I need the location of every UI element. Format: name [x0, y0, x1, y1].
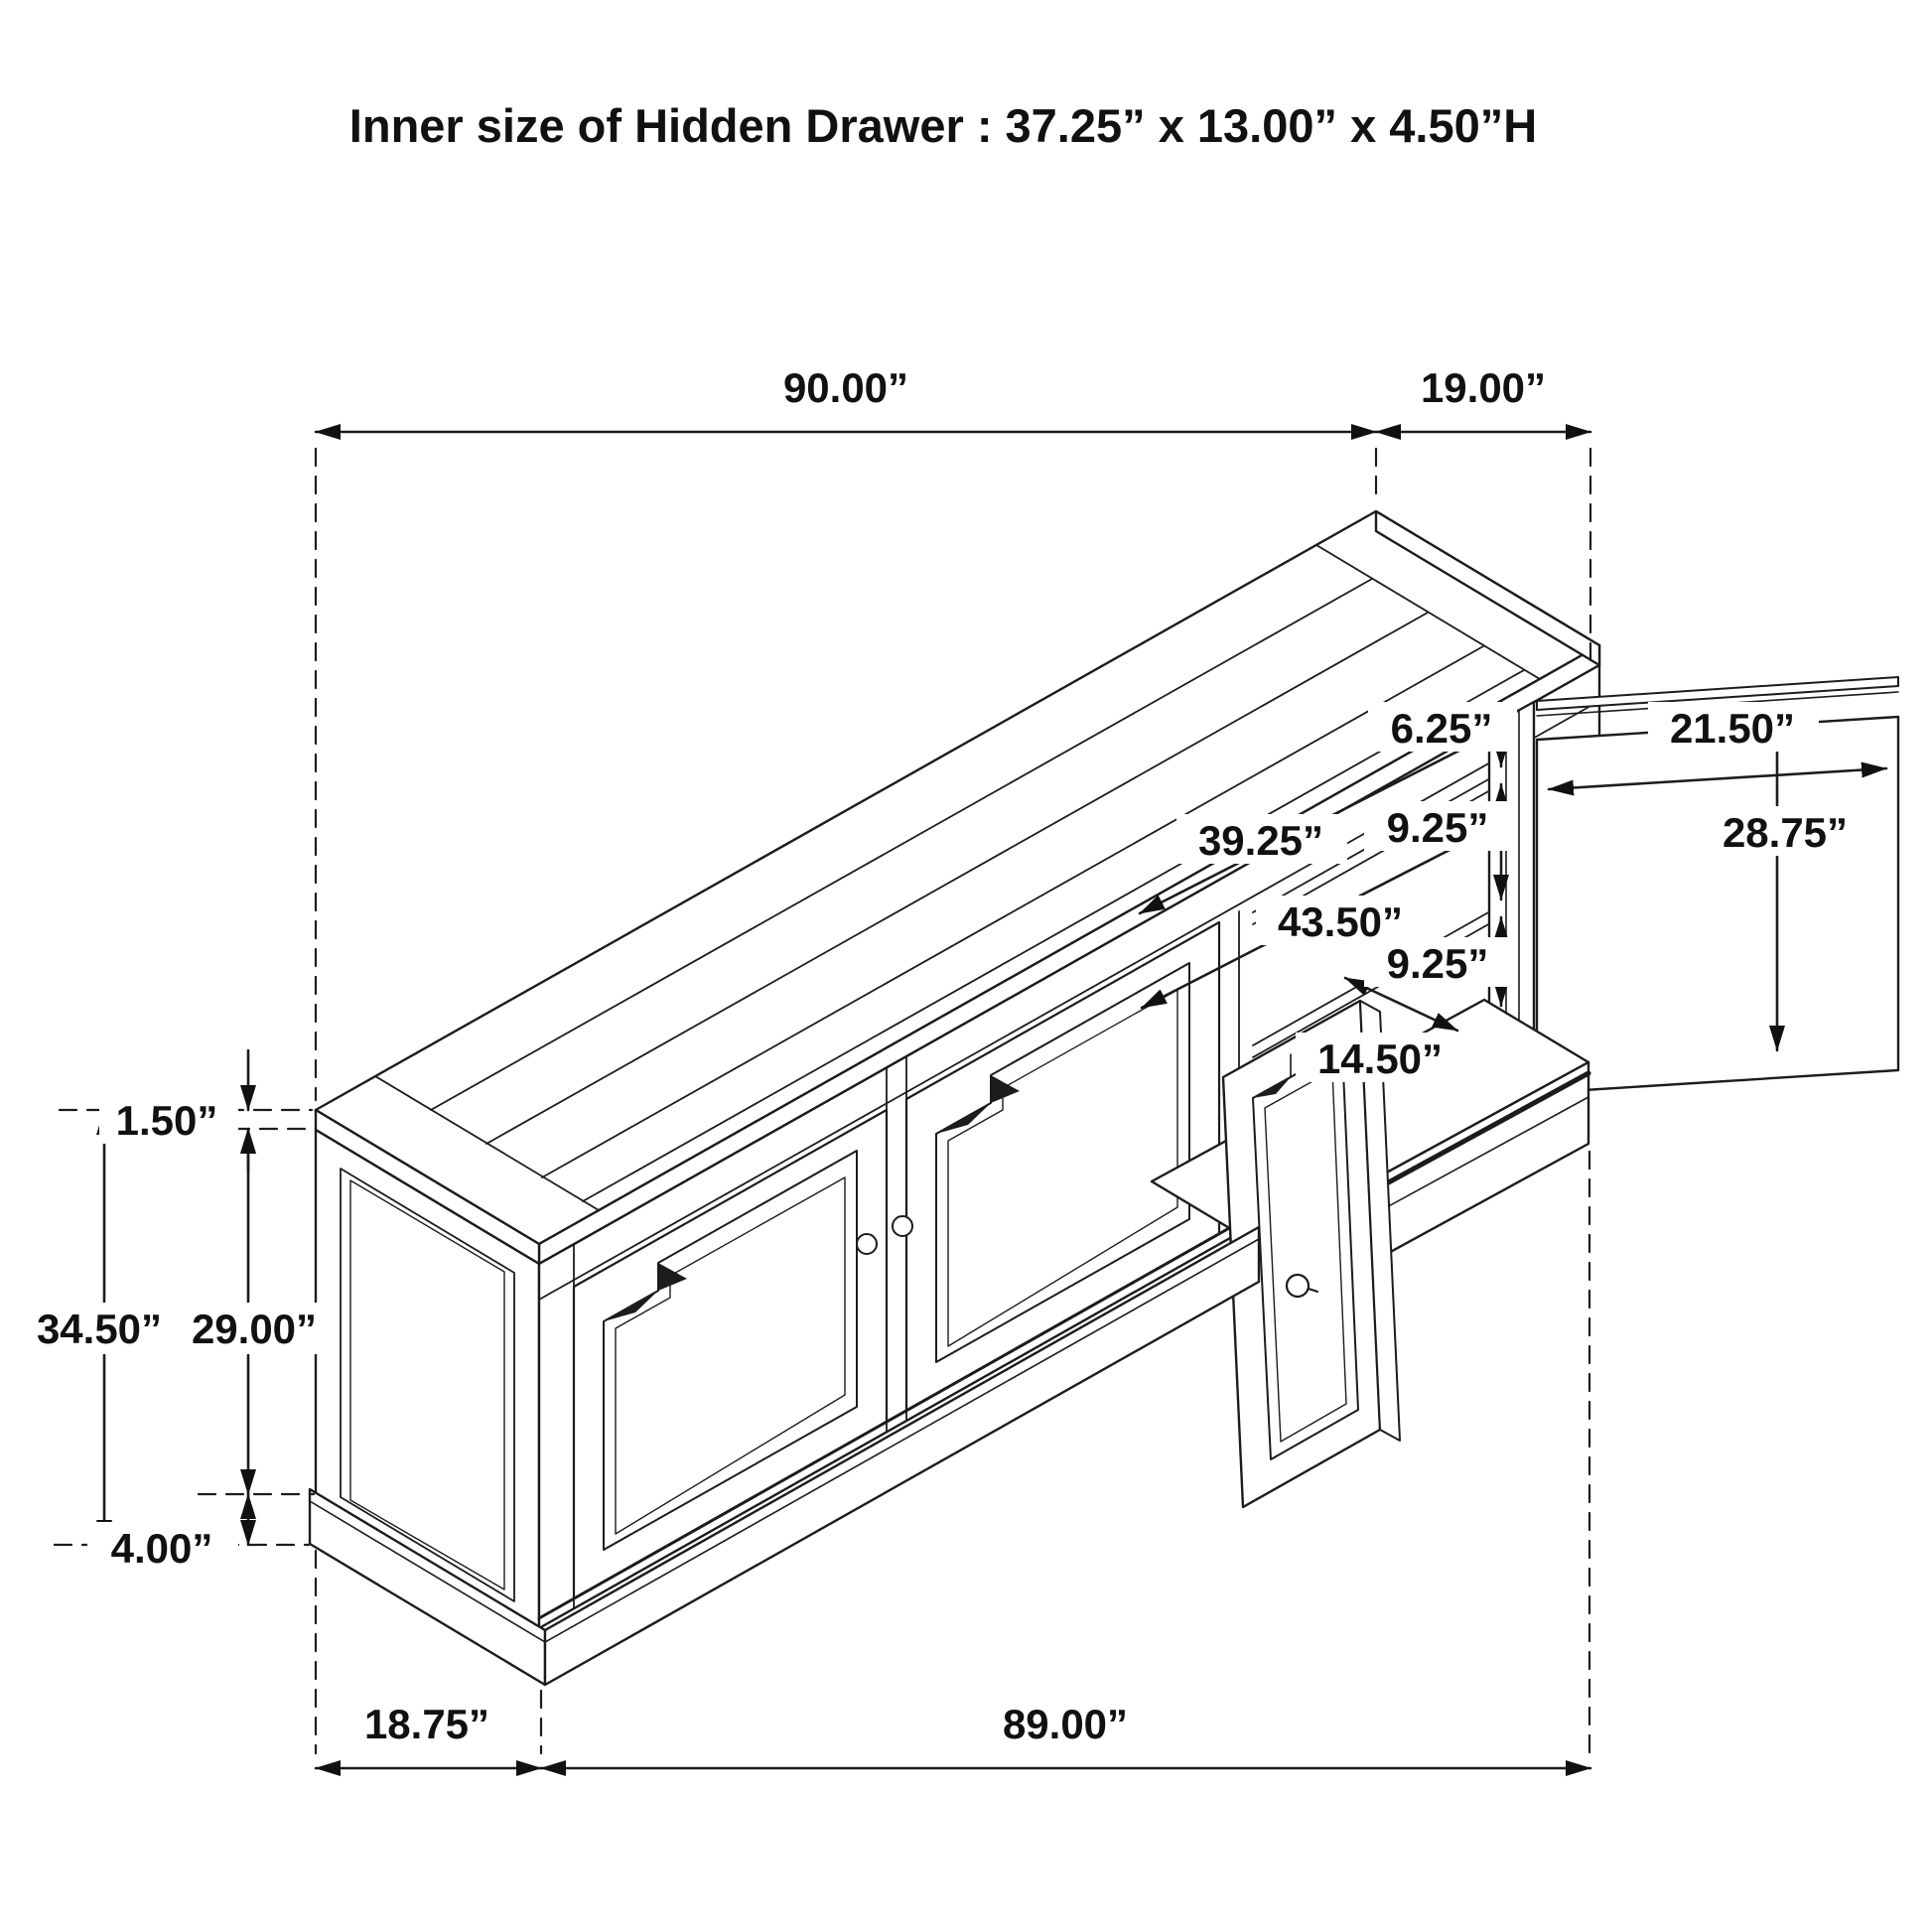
label-side-top-depth: 19.00” — [1420, 364, 1547, 411]
label-open-door-width: 21.50” — [1669, 705, 1796, 752]
label-overall-height: 34.50” — [36, 1306, 163, 1352]
label-front-width-bottom: 89.00” — [1002, 1701, 1129, 1747]
label-shelf-space-middle: 9.25” — [1386, 804, 1489, 851]
label-cabinet-body-height: 29.00” — [191, 1306, 318, 1352]
label-base-height: 4.00” — [110, 1525, 213, 1572]
label-overall-width-top: 90.00” — [782, 364, 909, 411]
label-shelf-space-bottom: 9.25” — [1386, 940, 1489, 987]
label-open-door-height: 28.75” — [1722, 809, 1849, 856]
label-shelf-space-top: 6.25” — [1390, 705, 1493, 752]
cabinet-line-art — [310, 511, 1898, 1685]
door-right-knob — [1287, 1275, 1309, 1297]
label-side-depth-bottom: 18.75” — [363, 1701, 490, 1747]
label-top-thickness: 1.50” — [115, 1097, 218, 1144]
label-interior-width-lower: 43.50” — [1277, 898, 1404, 945]
label-drawer-extension: 14.50” — [1316, 1035, 1444, 1082]
open-side-door — [1537, 717, 1898, 1093]
label-interior-width-upper: 39.25” — [1197, 817, 1324, 864]
page-title: Inner size of Hidden Drawer : 37.25” x 13.00” x 4.50”H — [348, 99, 1538, 152]
door-middle-knob — [893, 1216, 912, 1236]
door-left-knob — [857, 1234, 877, 1254]
